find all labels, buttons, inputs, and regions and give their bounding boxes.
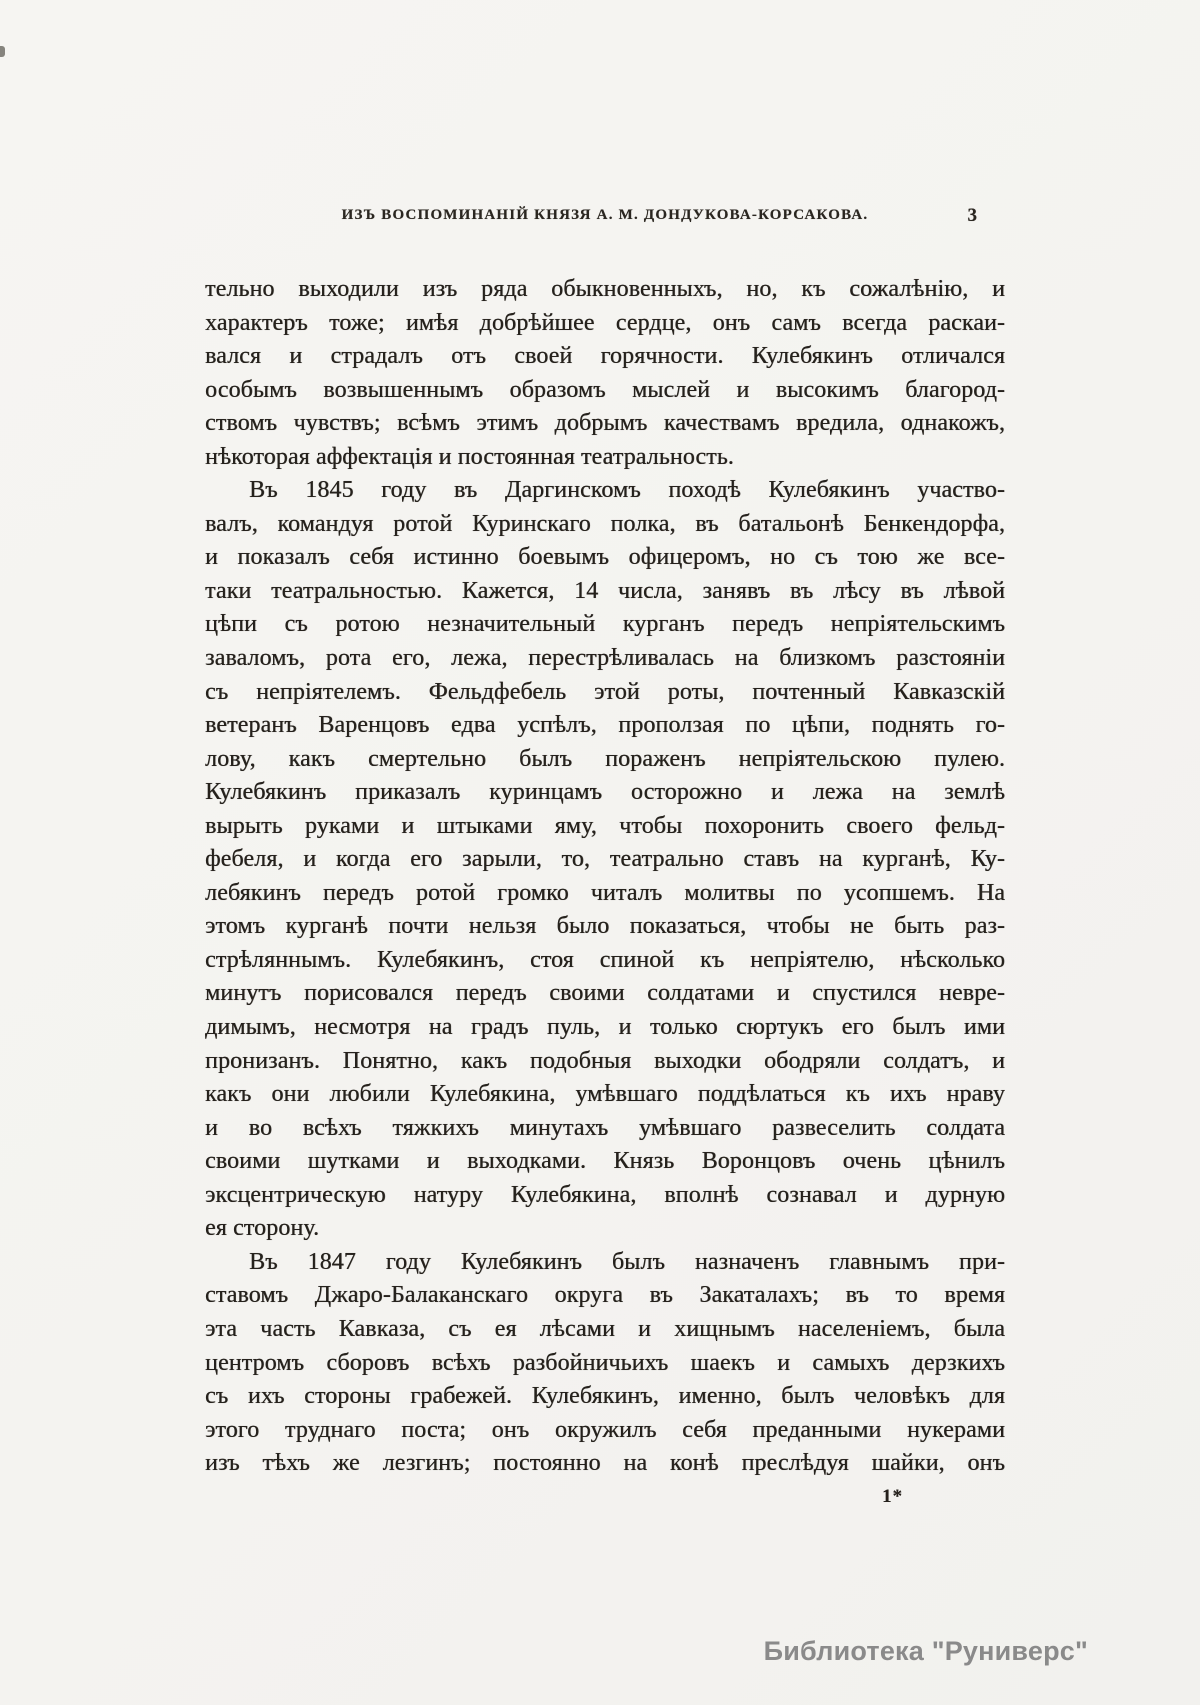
body-text: [205, 273, 1005, 1481]
text-line: Въ 1845 году въ Даргинскомъ походѣ Кулебякинъ участво-: [249, 477, 1005, 504]
text-line: цѣпи съ ротою незначительный курганъ передъ непріятельскимъ: [205, 611, 1005, 638]
text-line: ставомъ Джаро-Балаканскаго округа въ Закаталахъ; въ то время: [205, 1282, 1005, 1309]
text-line: лебякинъ передъ ротой громко читалъ молитвы по усопшемъ. На: [205, 879, 1005, 906]
text-line: съ непріятелемъ. Фельдфебель этой роты, почтенный Кавказскій: [205, 678, 1005, 705]
text-line: Въ 1847 году Кулебякинъ былъ назначенъ главнымъ при-: [249, 1248, 1005, 1275]
text-line: своими шутками и выходками. Князь Воронцовъ очень цѣнилъ: [205, 1148, 1005, 1175]
text-line: центромъ сборовъ всѣхъ разбойничьихъ шаекъ и самыхъ дерзкихъ: [205, 1349, 1005, 1376]
text-line: Кулебякинъ приказалъ куринцамъ осторожно и лежа на землѣ: [205, 779, 1005, 806]
text-line: стрѣляннымъ. Кулебякинъ, стоя спиной къ непріятелю, нѣсколько: [205, 946, 1005, 973]
footnote-signature-mark: 1*: [882, 1486, 903, 1507]
text-line: таки театральностью. Кажется, 14 числа, занявъ въ лѣсу въ лѣвой: [205, 577, 1005, 604]
runivers-watermark: Библиотека "Руниверс": [763, 1636, 1088, 1666]
text-line: минутъ порисовался передъ своими солдатами и спустился невре-: [205, 980, 1005, 1007]
text-line: ея сторону.: [205, 1215, 320, 1242]
text-line: и во всѣхъ тяжкихъ минутахъ умѣвшаго развеселить солдата: [205, 1114, 1005, 1141]
scan-ink-speck: [0, 46, 5, 57]
text-line: пронизанъ. Понятно, какъ подобныя выходки ободряли солдатъ, и: [205, 1047, 1005, 1074]
text-line: эта часть Кавказа, съ ея лѣсами и хищнымъ населеніемъ, была: [205, 1315, 1005, 1342]
running-header-title: ИЗЪ ВОСПОМИНАНІЙ КНЯЗЯ А. М. ДОНДУКОВА-КОРСАКОВА.: [341, 207, 869, 223]
text-line: и показалъ себя истинно боевымъ офицеромъ, но съ тою же все-: [205, 544, 1005, 571]
text-line: какъ они любили Кулебякина, умѣвшаго поддѣлаться къ ихъ нраву: [205, 1081, 1005, 1108]
text-line: эксцентрическую натуру Кулебякина, вполнѣ сознавал и дурную: [205, 1181, 1005, 1208]
text-line: димымъ, несмотря на градъ пуль, и только сюртукъ его былъ ими: [205, 1014, 1005, 1041]
page-number: 3: [967, 205, 977, 226]
text-line: нѣкоторая аффектація и постоянная театральность.: [205, 443, 734, 470]
text-line: особымъ возвышеннымъ образомъ мыслей и высокимъ благород-: [205, 376, 1005, 403]
text-line: валъ, командуя ротой Куринскаго полка, въ батальонѣ Бенкендорфа,: [205, 510, 1005, 537]
text-line: изъ тѣхъ же лезгинъ; постоянно на конѣ преслѣдуя шайки, онъ: [205, 1450, 1005, 1477]
text-line: фебеля, и когда его зарыли, то, театрально ставъ на курганѣ, Ку-: [205, 846, 1005, 873]
text-line: съ ихъ стороны грабежей. Кулебякинъ, именно, былъ человѣкъ для: [205, 1383, 1005, 1410]
text-line: заваломъ, рота его, лежа, перестрѣливалась на близкомъ разстояніи: [205, 645, 1005, 672]
text-line: ветеранъ Варенцовъ едва успѣлъ, проползая по цѣпи, поднять го-: [205, 712, 1005, 739]
text-line: вался и страдалъ отъ своей горячности. Кулебякинъ отличался: [205, 343, 1005, 370]
text-line: вырыть руками и штыками яму, чтобы похоронить своего фельд-: [205, 812, 1005, 839]
text-line: лову, какъ смертельно былъ пораженъ непріятельскою пулею.: [205, 745, 1005, 772]
running-header: [205, 207, 1005, 237]
text-line: тельно выходили изъ ряда обыкновенныхъ, но, къ сожалѣнію, и: [205, 276, 1005, 302]
text-line: ствомъ чувствъ; всѣмъ этимъ добрымъ качествамъ вредила, однакожъ,: [205, 410, 1005, 437]
text-line: этомъ курганѣ почти нельзя было показаться, чтобы не быть раз-: [205, 913, 1005, 940]
text-line: этого труднаго поста; онъ окружилъ себя преданными нукерами: [205, 1416, 1005, 1443]
text-line: характеръ тоже; имѣя добрѣйшее сердце, онъ самъ всегда раскаи-: [205, 309, 1005, 336]
